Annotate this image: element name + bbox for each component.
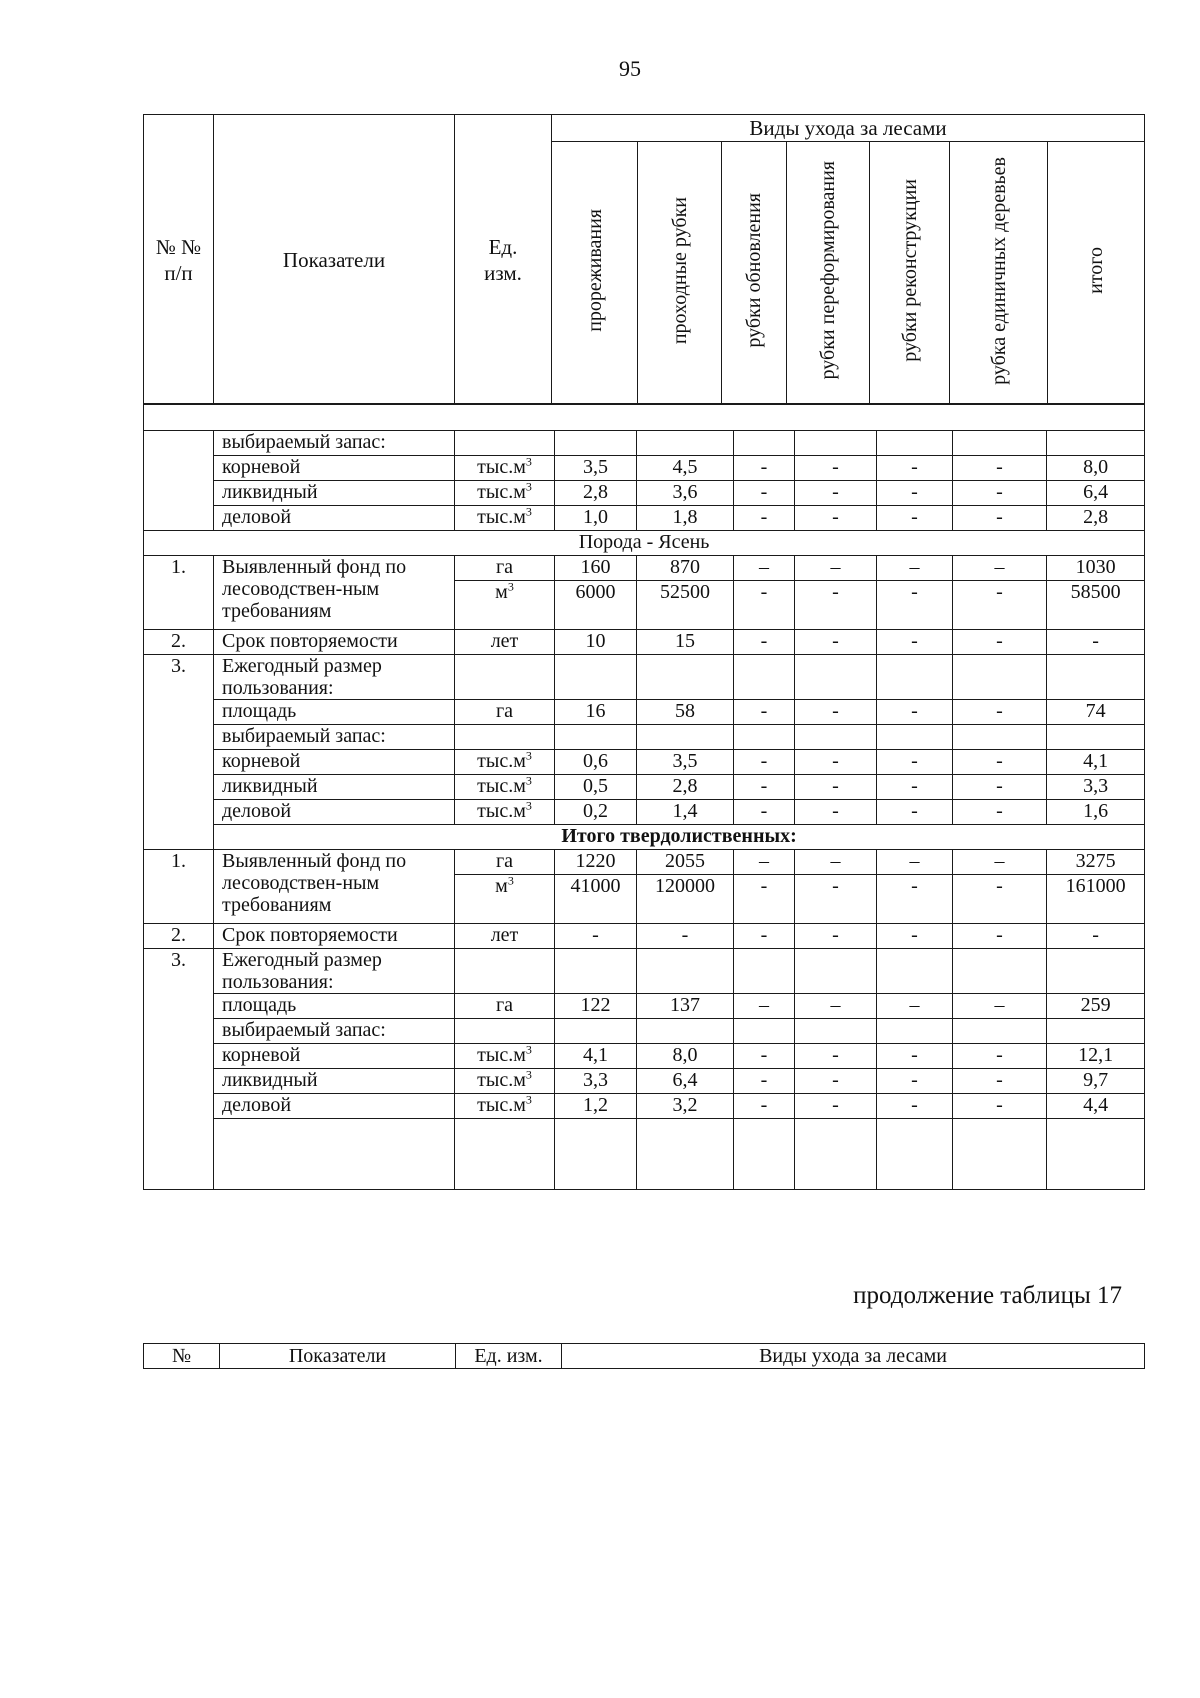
cont-col-indicators: Показатели: [220, 1344, 456, 1369]
num-cell: 1.: [144, 556, 214, 630]
col-header-reconstruction-cut: [870, 142, 950, 405]
table-row: $м^3$ 41000 120000 - - - - 161000: [144, 875, 1145, 924]
col-header-total: [1048, 142, 1145, 405]
num-cell: 2.: [144, 924, 214, 949]
unit-cell: $тыс.м^3$: [455, 481, 555, 506]
col-group-care-types: Виды ухода за лесами: [552, 115, 1145, 142]
col-header-single-tree-cut: [950, 142, 1048, 405]
table-row: 1. Выявленный фонд по лесоводствен-ным требованиям га 160 870 – – – – 1030: [144, 556, 1145, 581]
unit-cell: $тыс.м^3$: [455, 456, 555, 481]
num-cell: 3.: [144, 655, 214, 850]
row-label: Выявленный фонд по лесоводствен-ным требованиям: [214, 850, 455, 924]
table-row: [144, 725, 1145, 750]
unit-cell: $м^3$: [455, 581, 555, 630]
row-label: деловой: [214, 506, 455, 531]
row-label: корневой: [214, 456, 455, 481]
unit-cell: га: [455, 994, 555, 1019]
row-label: площадь: [214, 700, 455, 725]
table-row: площадь га 16 58 - - - - 74: [144, 700, 1145, 725]
cont-col-care-types: Виды ухода за лесами: [562, 1344, 1145, 1369]
col-header-renewal-cut-text: рубки обновления: [743, 193, 765, 348]
table-body: [143, 403, 1145, 1190]
unit-cell: $тыс.м^3$: [455, 1044, 555, 1069]
row-label: площадь: [214, 994, 455, 1019]
row-label: ликвидный: [214, 481, 455, 506]
table-row: ликвидный $тыс.м^3$ 3,3 6,4 - - - - 9,7: [144, 1069, 1145, 1094]
num-cell: 1.: [144, 850, 214, 924]
table-row: $м^3$ 6000 52500 - - - - 58500: [144, 581, 1145, 630]
col-header-thinning-text: прореживания: [583, 209, 606, 332]
col-header-number: [144, 115, 214, 405]
table-row: [144, 431, 1145, 456]
col-header-reformation-cut-text: рубки переформирования: [817, 161, 839, 380]
unit-cell: $тыс.м^3$: [455, 800, 555, 825]
cont-col-unit: Ед. изм.: [456, 1344, 562, 1369]
table-row: [144, 655, 1145, 700]
table-row: [144, 1119, 1145, 1190]
table-row: 2. Срок повторяемости лет 10 15 - - - - -: [144, 630, 1145, 655]
unit-cell: га: [455, 700, 555, 725]
table-row: корневой $тыс.м^3$ 0,6 3,5 - - - - 4,1: [144, 750, 1145, 775]
unit-cell: $тыс.м^3$: [455, 506, 555, 531]
page-number: 95: [619, 56, 641, 81]
row-label: выбираемый запас:: [214, 725, 455, 750]
unit-cell: га: [455, 556, 555, 581]
cont-col-number: №: [144, 1344, 220, 1369]
unit-cell: лет: [455, 924, 555, 949]
col-header-thinning: [552, 142, 638, 405]
section-title-ash: Порода - Ясень: [144, 531, 1145, 556]
row-label: Выявленный фонд по лесоводствен-ным требованиям: [214, 556, 455, 630]
row-label: Ежегодный размер пользования:: [214, 655, 455, 700]
col-header-renewal-cut: [722, 142, 787, 405]
row-label: корневой: [214, 1044, 455, 1069]
col-header-reformation-cut: [787, 142, 870, 405]
row-label: ликвидный: [214, 1069, 455, 1094]
table-header: [143, 114, 1145, 405]
table-row: корневой $тыс.м^3$ 4,1 8,0 - - - - 12,1: [144, 1044, 1145, 1069]
row-label: деловой: [214, 800, 455, 825]
table-row: [144, 949, 1145, 994]
row-label: Ежегодный размер пользования:: [214, 949, 455, 994]
table-row: площадь га 122 137 – – – – 259: [144, 994, 1145, 1019]
unit-cell: $м^3$: [455, 875, 555, 924]
col-header-unit-text: Ед. изм.: [484, 234, 522, 285]
unit-cell: $тыс.м^3$: [455, 775, 555, 800]
unit-cell: га: [455, 850, 555, 875]
table-row: ликвидный $тыс.м^3$ 0,5 2,8 - - - - 3,3: [144, 775, 1145, 800]
table-row: деловой $тыс.м^3$ 1,0 1,8 - - - - 2,8: [144, 506, 1145, 531]
unit-cell: $тыс.м^3$: [455, 750, 555, 775]
col-header-total-text: итого: [1085, 247, 1108, 294]
row-label: [214, 1119, 455, 1190]
row-label: деловой: [214, 1094, 455, 1119]
unit-cell: [455, 431, 555, 456]
num-cell: 2.: [144, 630, 214, 655]
col-header-passage-cut: [638, 142, 722, 405]
unit-cell: лет: [455, 630, 555, 655]
table-row: 1. Выявленный фонд по лесоводствен-ным требованиям га 1220 2055 – – – – 3275: [144, 850, 1145, 875]
row-label: выбираемый запас:: [214, 1019, 455, 1044]
col-header-reconstruction-cut-text: рубки реконструкции: [898, 179, 921, 362]
row-label: корневой: [214, 750, 455, 775]
table-row: [144, 1019, 1145, 1044]
col-header-unit: [455, 115, 552, 405]
continuation-note: продолжение таблицы 17: [853, 1282, 1122, 1309]
col-header-passage-cut-text: проходные рубки: [668, 196, 691, 345]
table-row: ликвидный $тыс.м^3$ 2,8 3,6 - - - - 6,4: [144, 481, 1145, 506]
col-header-single-tree-cut-text: рубка единичных деревьев: [987, 156, 1010, 385]
row-label: выбираемый запас:: [214, 431, 455, 456]
table-row: корневой $тыс.м^3$ 3,5 4,5 - - - - 8,0: [144, 456, 1145, 481]
table-row: деловой $тыс.м^3$ 0,2 1,4 - - - - 1,6: [144, 800, 1145, 825]
col-header-number-text: № № п/п: [155, 234, 202, 285]
num-cell: 3.: [144, 949, 214, 1190]
unit-cell: $тыс.м^3$: [455, 1069, 555, 1094]
table-row: деловой $тыс.м^3$ 1,2 3,2 - - - - 4,4: [144, 1094, 1145, 1119]
row-label: Срок повторяемости: [214, 924, 455, 949]
table-row: 2. Срок повторяемости лет - - - - - - -: [144, 924, 1145, 949]
num-cell: [144, 431, 214, 531]
section-title-total: Итого твердолиственных:: [214, 825, 1145, 850]
unit-cell: $тыс.м^3$: [455, 1094, 555, 1119]
row-label: ликвидный: [214, 775, 455, 800]
continuation-table-header: [143, 1343, 1145, 1369]
col-header-indicators: Показатели: [214, 115, 455, 405]
row-label: Срок повторяемости: [214, 630, 455, 655]
blank-band-row: [144, 404, 1145, 431]
